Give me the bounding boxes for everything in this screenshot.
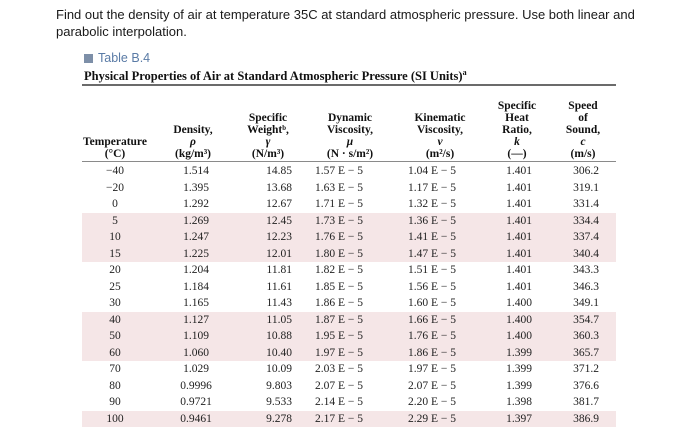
table-row [82, 378, 616, 395]
table-cell: 2.17 E − 5 [315, 412, 364, 425]
column-header-line: Weightᵇ, [247, 124, 289, 136]
table-cell: 337.4 [573, 231, 599, 243]
table-cell: 1.184 [183, 280, 209, 293]
table-cell: 50 [109, 330, 121, 342]
table-cell: 1.401 [506, 264, 532, 276]
table-row [82, 411, 616, 428]
table-cell: 14.85 [266, 165, 292, 177]
table-cell: 1.85 E − 5 [315, 280, 364, 293]
table-body [82, 163, 616, 427]
table-cell: 9.533 [266, 396, 292, 408]
column-header-line: (kg/m³) [174, 148, 212, 160]
table-cell: 1.401 [506, 231, 532, 243]
table-cell: 9.278 [266, 412, 292, 425]
table-cell: 13.68 [266, 181, 292, 194]
table-cell: 2.14 E − 5 [315, 396, 364, 408]
table-caption-footnote-mark: a [462, 68, 467, 77]
table-cell: 10.88 [266, 330, 292, 342]
column-header-line: (—) [507, 148, 527, 160]
table-cell: 371.2 [573, 363, 599, 375]
table-cell: 1.401 [506, 214, 532, 227]
table-cell: 1.165 [183, 297, 209, 309]
column-header-line: Kinematic [414, 112, 466, 124]
table-cell: 1.514 [183, 165, 209, 177]
table-cell: 100 [106, 412, 124, 425]
table-row [82, 394, 616, 411]
table-row [82, 229, 616, 246]
table-cell: 0.9461 [180, 412, 212, 425]
column-header-line: ρ [190, 136, 196, 148]
table-cell: 0.9721 [180, 396, 212, 408]
column-header-line: Density, [173, 124, 213, 136]
table-cell: 1.87 E − 5 [315, 313, 364, 326]
table-cell: 9.803 [266, 379, 292, 392]
column-header-line: μ [346, 136, 354, 148]
table-cell: 1.225 [183, 247, 209, 260]
table-cell: 1.247 [183, 231, 209, 243]
column-header-line: c [580, 136, 586, 148]
table-header-rule [82, 161, 616, 162]
table-row [82, 163, 616, 180]
question-text: Find out the density of air at temperature 35C at standard atmospheric pressure. Use both linear and parabolic interpolation. [56, 7, 635, 39]
table-top-rule [82, 84, 616, 86]
table-cell: 1.400 [506, 297, 532, 309]
table-cell: 1.399 [506, 379, 532, 392]
column-header-3 [310, 90, 390, 160]
table-cell: 12.01 [266, 247, 292, 260]
table-cell: 365.7 [573, 346, 599, 359]
table-cell: 346.3 [573, 280, 599, 293]
table-cell: 1.60 E − 5 [408, 297, 457, 309]
table-row [82, 312, 616, 329]
table-cell: 11.05 [266, 313, 292, 326]
table-cell: 2.07 E − 5 [408, 379, 457, 392]
table-cell: 1.86 E − 5 [408, 346, 457, 359]
table-row [82, 295, 616, 312]
table-cell: 12.67 [266, 198, 292, 210]
table-cell: 1.401 [506, 198, 532, 210]
table-cell: 386.9 [573, 412, 599, 425]
column-header-2 [236, 90, 300, 160]
table-cell: 306.2 [573, 165, 599, 177]
table-cell: 1.86 E − 5 [315, 297, 364, 309]
table-row [82, 246, 616, 263]
table-cell: 90 [109, 396, 121, 408]
column-header-line: Specific [248, 112, 288, 124]
table-cell: 0 [112, 198, 118, 210]
table-cell: 1.76 E − 5 [315, 231, 364, 243]
table-cell: 1.401 [506, 247, 532, 260]
table-cell: 1.47 E − 5 [408, 247, 457, 260]
table-cell: 1.36 E − 5 [408, 214, 457, 227]
column-header-6 [556, 90, 610, 160]
table-cell: 1.029 [183, 363, 209, 375]
table-cell: 1.57 E − 5 [315, 165, 364, 177]
column-header-line: ν [437, 136, 443, 148]
column-header-5 [492, 90, 542, 160]
column-header-0 [78, 90, 152, 160]
column-header-line: Speed [568, 100, 598, 112]
table-cell: −20 [106, 181, 124, 194]
column-header-4 [400, 90, 480, 160]
table-cell: 1.80 E − 5 [315, 247, 364, 260]
column-header-line: Sound, [565, 124, 601, 136]
table-cell: 334.4 [573, 214, 599, 227]
table-row [82, 262, 616, 279]
table-cell: 1.400 [506, 330, 532, 342]
table-cell: 1.41 E − 5 [408, 231, 457, 243]
table-cell: 70 [109, 363, 121, 375]
column-header-line: (m²/s) [425, 148, 455, 160]
table-row [82, 213, 616, 230]
table-cell: 5 [112, 214, 118, 227]
table-cell: 340.4 [573, 247, 599, 260]
table-cell: 1.399 [506, 346, 532, 359]
table-cell: 1.17 E − 5 [408, 181, 457, 194]
table-cell: 354.7 [573, 313, 599, 326]
column-header-line: k [514, 136, 520, 148]
table-cell: 1.66 E − 5 [408, 313, 457, 326]
table-cell: 1.204 [183, 264, 209, 276]
table-label-text: Table B.4 [98, 51, 151, 65]
table-row [82, 180, 616, 197]
table-cell: 12.23 [266, 231, 292, 243]
table-cell: 11.81 [266, 264, 292, 276]
table-cell: 1.95 E − 5 [315, 330, 364, 342]
table-cell: 12.45 [266, 214, 292, 227]
table-cell: 349.1 [573, 297, 599, 309]
table-cell: 2.07 E − 5 [315, 379, 364, 392]
table-cell: 1.127 [183, 313, 209, 326]
column-header-line: of [578, 112, 588, 124]
column-header-line: (m/s) [570, 148, 596, 160]
table-cell: 1.060 [183, 346, 209, 359]
table-cell: 1.32 E − 5 [408, 198, 457, 210]
table-cell: 1.04 E − 5 [408, 165, 457, 177]
table-cell: 331.4 [573, 198, 599, 210]
table-label [84, 51, 150, 65]
table-cell: 30 [109, 297, 121, 309]
table-cell: 80 [109, 379, 121, 392]
column-header-line: Viscosity, [327, 124, 373, 136]
table-cell: 10.09 [266, 363, 292, 375]
table-cell: 1.269 [183, 214, 209, 227]
table-cell: 1.82 E − 5 [315, 264, 364, 276]
column-header-line: Specific [497, 100, 537, 112]
column-header-line: Temperature [83, 136, 147, 148]
table-cell: 60 [109, 346, 121, 359]
table-cell: 381.7 [573, 396, 599, 408]
table-cell: 1.109 [183, 330, 209, 342]
table-cell: 11.61 [266, 280, 292, 293]
table-cell: 360.3 [573, 330, 599, 342]
table-cell: 1.397 [506, 412, 532, 425]
table-cell: 10.40 [266, 346, 292, 359]
table-cell: 376.6 [573, 379, 599, 392]
column-header-line: Dynamic [327, 112, 373, 124]
table-caption-text: Physical Properties of Air at Standard Atmospheric Pressure (SI Units) [84, 69, 463, 84]
table-cell: 11.43 [266, 297, 292, 309]
table-cell: 319.1 [573, 181, 599, 194]
table-cell: 2.29 E − 5 [408, 412, 457, 425]
table-cell: 1.97 E − 5 [315, 346, 364, 359]
column-header-line: (°C) [104, 148, 126, 160]
table-cell: 1.401 [506, 280, 532, 293]
table-cell: 1.71 E − 5 [315, 198, 364, 210]
column-header-line: (N · s/m²) [326, 148, 374, 160]
table-row [82, 196, 616, 213]
table-cell: 1.51 E − 5 [408, 264, 457, 276]
table-cell: 0.9996 [180, 379, 212, 392]
table-cell: 1.97 E − 5 [408, 363, 457, 375]
table-row [82, 328, 616, 345]
table-cell: 1.401 [506, 165, 532, 177]
table-cell: 15 [109, 247, 121, 260]
column-header-line: Viscosity, [417, 124, 463, 136]
column-header-line: γ [265, 136, 271, 148]
table-label-square-icon [84, 54, 93, 63]
table-cell: 10 [109, 231, 121, 243]
table-row [82, 345, 616, 362]
table-cell: 1.76 E − 5 [408, 330, 457, 342]
table-cell: 343.3 [573, 264, 599, 276]
table-cell: 1.398 [506, 396, 532, 408]
table-cell: 1.292 [183, 198, 209, 210]
column-header-line: Heat [505, 112, 529, 124]
table-cell: 20 [109, 264, 121, 276]
column-header-line: (N/m³) [251, 148, 285, 160]
table-caption [84, 68, 467, 84]
table-cell: 40 [109, 313, 121, 326]
table-cell: 1.401 [506, 181, 532, 194]
table-cell: 1.63 E − 5 [315, 181, 364, 194]
table-cell: 25 [109, 280, 121, 293]
table-cell: 1.73 E − 5 [315, 214, 364, 227]
table-cell: −40 [106, 165, 124, 177]
table-cell: 1.399 [506, 363, 532, 375]
table-cell: 1.56 E − 5 [408, 280, 457, 293]
table-cell: 1.395 [183, 181, 209, 194]
column-header-line: Ratio, [502, 124, 532, 136]
column-header-1 [160, 90, 226, 160]
table-cell: 2.03 E − 5 [315, 363, 364, 375]
table-row [82, 279, 616, 296]
table-cell: 2.20 E − 5 [408, 396, 457, 408]
table-row [82, 361, 616, 378]
table-cell: 1.400 [506, 313, 532, 326]
